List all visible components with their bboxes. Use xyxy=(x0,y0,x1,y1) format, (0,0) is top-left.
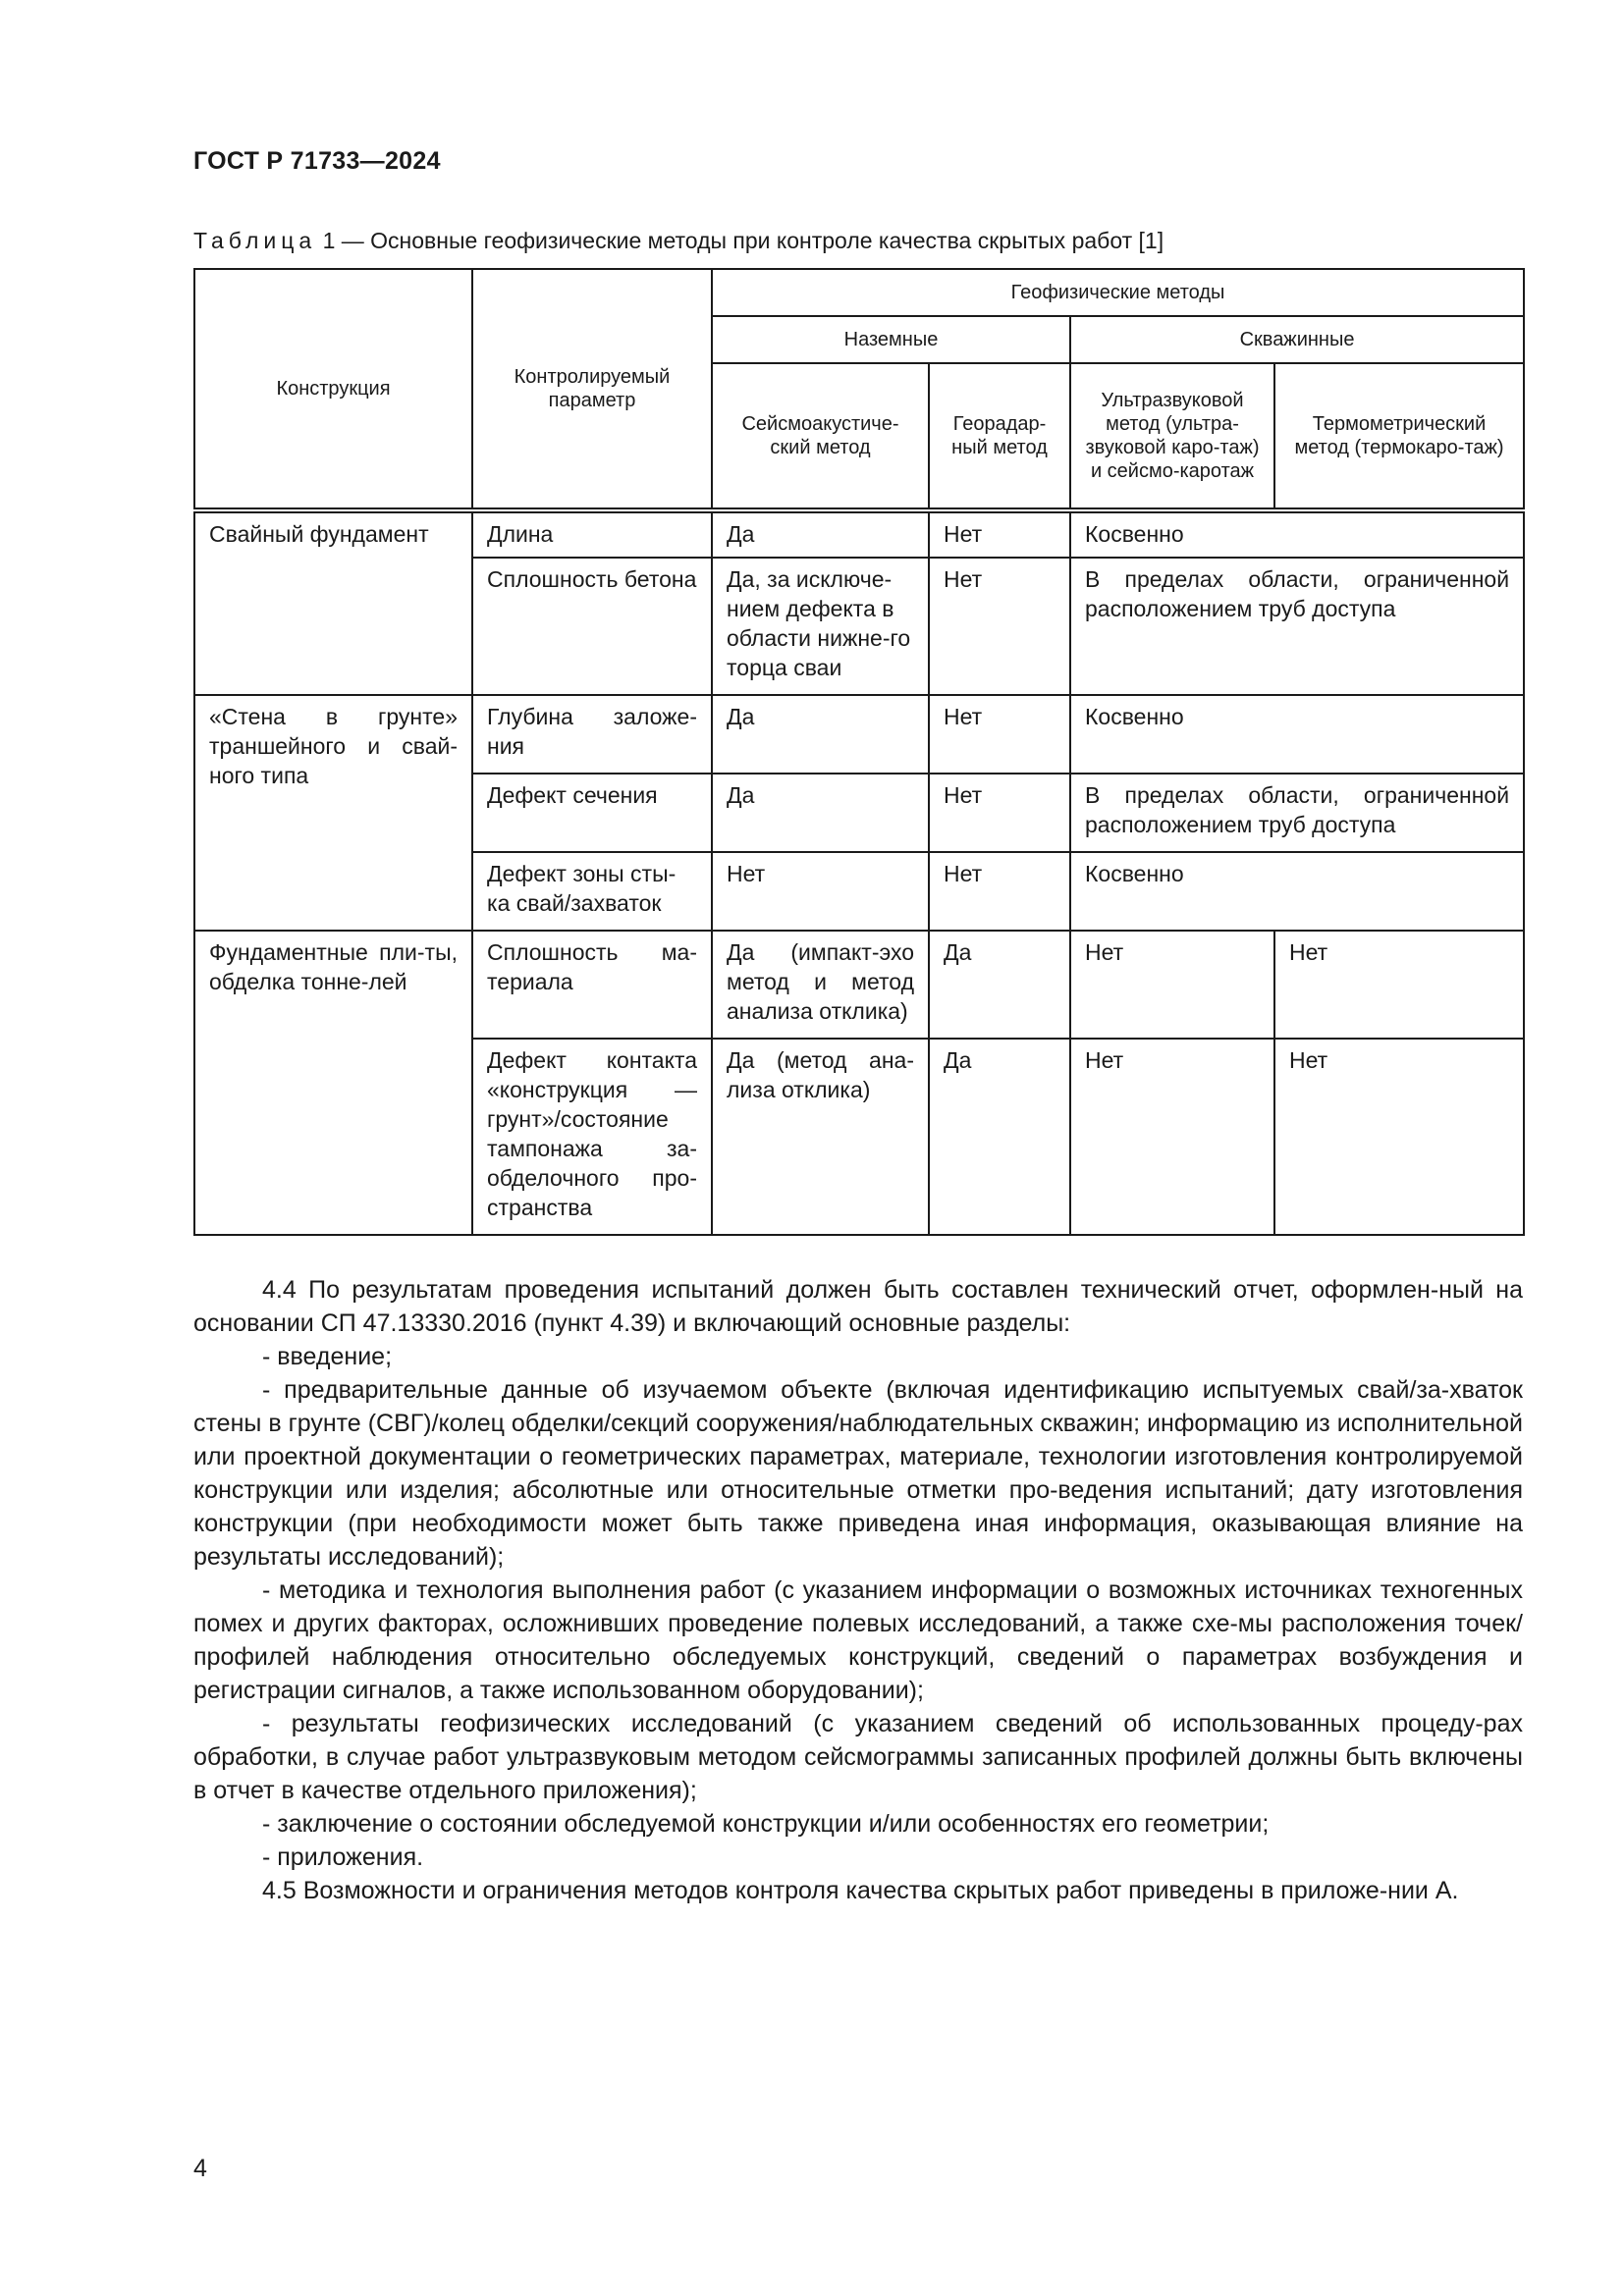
th-borehole: Скважинные xyxy=(1070,316,1524,363)
cell-borehole: В пределах области, ограниченной расположением труб доступа xyxy=(1070,558,1524,695)
cell-ultrasonic: Нет xyxy=(1070,1039,1274,1235)
cell-borehole: Косвенно xyxy=(1070,695,1524,774)
methods-table xyxy=(193,268,1525,1236)
cell-parameter: Дефект зоны сты-ка свай/захваток xyxy=(472,852,712,931)
table-row xyxy=(194,695,1524,774)
cell-borehole: Косвенно xyxy=(1070,510,1524,558)
table-row xyxy=(194,931,1524,1039)
cell-seismo: Да (метод ана-лиза отклика) xyxy=(712,1039,929,1235)
th-seismo: Сейсмоакустиче-ский метод xyxy=(712,363,929,510)
th-thermo: Термометрический метод (термокаро-таж) xyxy=(1274,363,1524,510)
list-item: - результаты геофизических исследований (с указанием сведений об использованных процеду-рах обработки, в случае работ ультразвуковым методом сейсмограммы записанных профилей должны быть включены в отчет в качестве отдельного приложения); xyxy=(193,1710,1523,1804)
cell-georadar: Да xyxy=(929,931,1070,1039)
cell-seismo: Да xyxy=(712,774,929,852)
cell-parameter: Дефект сечения xyxy=(472,774,712,852)
cell-borehole: В пределах области, ограниченной расположением труб доступа xyxy=(1070,774,1524,852)
list-item: - заключение о состоянии обследуемой конструкции и/или особенностях его геометрии; xyxy=(262,1810,1270,1838)
cell-parameter: Дефект контакта «конструкция — грунт»/состояние тампонажа за-обделочного про-странства xyxy=(472,1039,712,1235)
body-text xyxy=(193,1273,1523,1907)
th-ground: Наземные xyxy=(712,316,1070,363)
th-geo-methods: Геофизические методы xyxy=(712,269,1524,316)
cell-georadar: Да xyxy=(929,1039,1070,1235)
cell-parameter: Глубина заложе-ния xyxy=(472,695,712,774)
cell-seismo: Да xyxy=(712,695,929,774)
cell-construction: Свайный фундамент xyxy=(194,510,472,695)
cell-borehole: Косвенно xyxy=(1070,852,1524,931)
cell-parameter: Сплошность бетона xyxy=(472,558,712,695)
cell-georadar: Нет xyxy=(929,558,1070,695)
list-item: - приложения. xyxy=(262,1843,424,1871)
cell-thermo: Нет xyxy=(1274,931,1524,1039)
cell-ultrasonic: Нет xyxy=(1070,931,1274,1039)
document-header: ГОСТ Р 71733—2024 xyxy=(193,147,441,175)
page-number: 4 xyxy=(193,2155,207,2182)
paragraph-4-4: 4.4 По результатам проведения испытаний должен быть составлен технический отчет, оформлен-ный на основании СП 47.13330.2016 (пункт 4.39) и включающий основные разделы: xyxy=(193,1276,1523,1337)
table-caption-label: Таблица xyxy=(193,228,317,253)
cell-georadar: Нет xyxy=(929,510,1070,558)
th-parameter: Контролируемый параметр xyxy=(472,269,712,510)
list-item: - введение; xyxy=(262,1343,393,1370)
cell-construction: «Стена в грунте» траншейного и свай-ного типа xyxy=(194,695,472,931)
th-ultrasonic: Ультразвуковой метод (ультра-звуковой каро-таж) и сейсмо-каротаж xyxy=(1070,363,1274,510)
cell-georadar: Нет xyxy=(929,695,1070,774)
cell-thermo: Нет xyxy=(1274,1039,1524,1235)
table-caption xyxy=(193,228,1164,254)
cell-seismo: Да (импакт-эхо метод и метод анализа отклика) xyxy=(712,931,929,1039)
th-georadar: Георадар-ный метод xyxy=(929,363,1070,510)
paragraph-4-5: 4.5 Возможности и ограничения методов контроля качества скрытых работ приведены в приложе-нии А. xyxy=(262,1877,1459,1904)
cell-seismo: Да, за исключе-нием дефекта в области нижне-го торца сваи xyxy=(712,558,929,695)
cell-construction: Фундаментные пли-ты, обделка тонне-лей xyxy=(194,931,472,1235)
cell-parameter: Сплошность ма-териала xyxy=(472,931,712,1039)
cell-georadar: Нет xyxy=(929,852,1070,931)
cell-parameter: Длина xyxy=(472,510,712,558)
list-item: - методика и технология выполнения работ (с указанием информации о возможных источниках техногенных помех и других факторах, осложнивших проведение полевых исследований, а также схе-мы расположения точек/профилей наблюдения относительно обследуемых конструкций, сведений о параметрах возбуждения и регистрации сигналов, а также использованном оборудовании); xyxy=(193,1576,1523,1704)
cell-seismo: Да xyxy=(712,510,929,558)
table-caption-text: 1 — Основные геофизические методы при контроле качества скрытых работ [1] xyxy=(316,228,1164,253)
th-construction: Конструкция xyxy=(194,269,472,510)
table-row xyxy=(194,510,1524,558)
cell-georadar: Нет xyxy=(929,774,1070,852)
cell-seismo: Нет xyxy=(712,852,929,931)
list-item: - предварительные данные об изучаемом объекте (включая идентификацию испытуемых свай/за-хваток стены в грунте (СВГ)/колец обделки/секций сооружения/наблюдательных скважин; информацию из исполнительной или проектной документации о геометрических параметрах, материале, технологии изготовления контролируемой конструкции или изделия; абсолютные или относительные отметки про-ведения испытаний; дату изготовления конструкции (при необходимости может быть также приведена иная информация, оказывающая влияние на результаты исследований); xyxy=(193,1376,1523,1571)
